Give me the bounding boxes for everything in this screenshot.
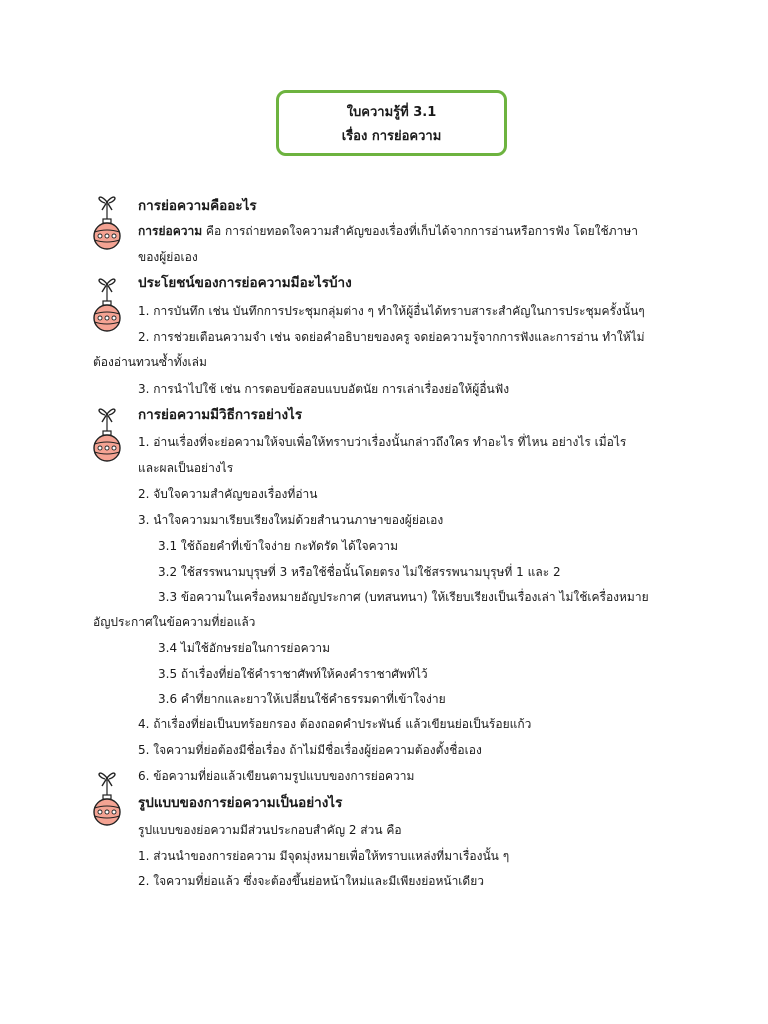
method-step-4: 4. ถ้าเรื่องที่ย่อเป็นบทร้อยกรอง ต้องถอดคำประพันธ์ แล้วเขียนย่อเป็นร้อยแก้ว: [138, 717, 532, 731]
definition-text: คือ การถ่ายทอดใจความสำคัญของเรื่องที่เก็บได้จากการอ่านหรือการฟัง โดยใช้ภาษา: [202, 224, 638, 238]
format-part-2: 2. ใจความที่ย่อแล้ว ซึ่งจะต้องขึ้นย่อหน้าใหม่และมีเพียงย่อหน้าเดียว: [138, 874, 484, 888]
title-box: [276, 90, 507, 156]
method-sub-3-6: 3.6 คำที่ยากและยาวให้เปลี่ยนใช้คำธรรมดาที่เข้าใจง่าย: [158, 692, 446, 706]
method-step-2: 2. จับใจความสำคัญของเรื่องที่อ่าน: [138, 487, 318, 501]
ornament-icon: [93, 766, 123, 828]
format-intro: รูปแบบของย่อความมีส่วนประกอบสำคัญ 2 ส่วน คือ: [138, 823, 402, 837]
method-step-6: 6. ข้อความที่ย่อแล้วเขียนตามรูปแบบของการย่อความ: [138, 769, 415, 783]
benefit-item-2-line-2: ต้องอ่านทวนซ้ำทั้งเล่ม: [93, 355, 207, 369]
title-line-1: ใบความรู้ที่ 3.1: [346, 105, 437, 120]
method-step-1-line-1: 1. อ่านเรื่องที่จะย่อความให้จบเพื่อให้ทราบว่าเรื่องนั้นกล่าวถึงใคร ทำอะไร ที่ไหน อย่างไร เมื่อไร: [138, 435, 627, 449]
format-part-1: 1. ส่วนนำของการย่อความ มีจุดมุ่งหมายเพื่อให้ทราบแหล่งที่มาเรื่องนั้น ๆ: [138, 849, 510, 863]
method-sub-3-3-line-2: อัญประกาศในข้อความที่ย่อแล้ว: [93, 615, 256, 629]
section-heading-what: การย่อความคืออะไร: [138, 198, 257, 214]
title-line-2: เรื่อง การย่อความ: [341, 129, 442, 144]
method-sub-3-2: 3.2 ใช้สรรพนามบุรุษที่ 3 หรือใช้ชื่อนั้นโดยตรง ไม่ใช้สรรพนามบุรุษที่ 1 และ 2: [158, 565, 561, 579]
benefit-item-2-line-1: 2. การช่วยเตือนความจำ เช่น จดย่อคำอธิบายของครู จดย่อความรู้จากการฟังและการอ่าน ทำให้ไม่: [138, 330, 645, 344]
section-heading-method: การย่อความมีวิธีการอย่างไร: [138, 407, 303, 423]
ornament-icon: [93, 190, 123, 252]
method-sub-3-5: 3.5 ถ้าเรื่องที่ย่อใช้คำราชาศัพท์ให้คงคำราชาศัพท์ไว้: [158, 667, 428, 681]
method-step-5: 5. ใจความที่ย่อต้องมีชื่อเรื่อง ถ้าไม่มีชื่อเรื่องผู้ย่อความต้องตั้งชื่อเอง: [138, 743, 482, 757]
method-step-3: 3. นำใจความมาเรียบเรียงใหม่ด้วยสำนวนภาษาของผู้ย่อเอง: [138, 513, 444, 527]
benefit-item-1: 1. การบันทึก เช่น บันทึกการประชุมกลุ่มต่าง ๆ ทำให้ผู้อื่นได้ทราบสาระสำคัญในการประชุมครั้งนั้นๆ: [138, 304, 645, 318]
ornament-icon: [93, 272, 123, 334]
benefit-item-3: 3. การนำไปใช้ เช่น การตอบข้อสอบแบบอัตนัย การเล่าเรื่องย่อให้ผู้อื่นฟัง: [138, 382, 510, 396]
definition-line-2: ของผู้ย่อเอง: [138, 250, 198, 264]
definition-term: การย่อความ: [138, 224, 203, 238]
method-sub-3-1: 3.1 ใช้ถ้อยคำที่เข้าใจง่าย กะทัดรัด ได้ใจความ: [158, 539, 399, 553]
section-heading-format: รูปแบบของการย่อความเป็นอย่างไร: [138, 795, 343, 811]
ornament-icon: [93, 402, 123, 464]
section-heading-benefits: ประโยชน์ของการย่อความมีอะไรบ้าง: [138, 275, 352, 291]
method-step-1-line-2: และผลเป็นอย่างไร: [138, 461, 234, 475]
method-sub-3-3-line-1: 3.3 ข้อความในเครื่องหมายอัญประกาศ (บทสนทนา) ให้เรียบเรียงเป็นเรื่องเล่า ไม่ใช้เครื่องหมาย: [158, 590, 649, 604]
definition-line-1: [138, 221, 638, 241]
method-sub-3-4: 3.4 ไม่ใช้อักษรย่อในการย่อความ: [158, 641, 331, 655]
